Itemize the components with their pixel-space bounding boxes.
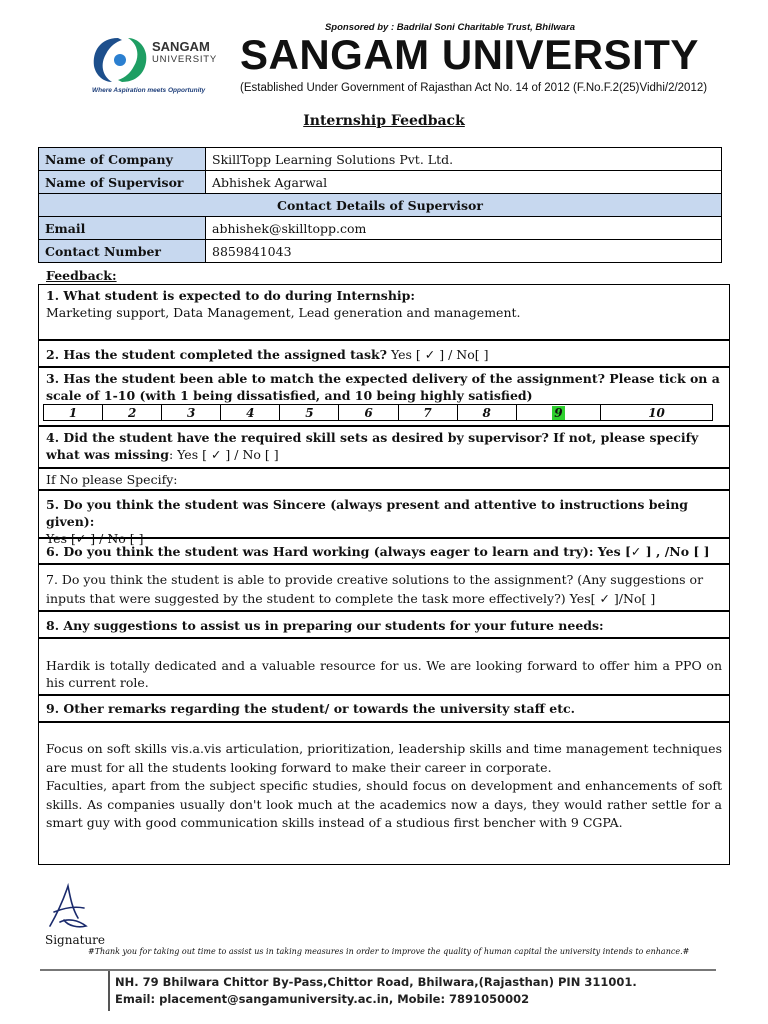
question-1-box: [38, 284, 730, 340]
footer-vertical-bar: [108, 971, 110, 1011]
answer-8-box: [38, 638, 730, 695]
check-icon: ✓: [630, 544, 642, 559]
supervisor-label: Name of Supervisor: [39, 171, 206, 194]
logo-tagline: Where Aspiration meets Opportunity: [92, 87, 206, 94]
scale-cell: 4: [221, 405, 280, 421]
question-8-box: [38, 611, 730, 638]
scale-cell: 7: [398, 405, 457, 421]
check-icon: ✓: [424, 347, 436, 362]
question-4-specify-box: [38, 468, 730, 490]
question-2: 2. Has the student completed the assigned task?: [46, 347, 387, 362]
phone-value: 8859841043: [206, 240, 722, 263]
email-label: Email: [39, 217, 206, 240]
question-5: 5. Do you think the student was Sincere (always present and attentive to instructions being given):: [46, 497, 689, 529]
thank-you-note: #Thank you for taking out time to assist us in taking measures in order to improve the quality of human capital the university intends to enhance.#: [88, 947, 690, 956]
signature-label: Signature: [45, 933, 106, 947]
scale-cell: 1: [44, 405, 103, 421]
footer-email-mobile: Email: placement@sangamuniversity.ac.in, Mobile: 7891050002: [115, 992, 530, 1006]
document-title: Internship Feedback: [303, 113, 465, 129]
feedback-label: Feedback:: [46, 268, 117, 283]
table-row: [39, 148, 722, 171]
question-4-box: [38, 426, 730, 468]
question-7: 7. Do you think the student is able to provide creative solutions to the assignment? (Any suggestions or inputs that were suggested by the student to complete the task more effectively?) Yes[: [46, 572, 704, 606]
check-icon: ✓: [210, 447, 222, 462]
answer-2-no: ] / No[ ]: [435, 347, 489, 362]
question-6: 6. Do you think the student was Hard working (always eager to learn and try): Yes [: [46, 544, 631, 559]
question-3: 3. Has the student been able to match the expected delivery of the assignment? Please tick on a scale of 1-10 (with 1 being dissatisfied, and 10 being highly satisfied): [46, 371, 720, 403]
answer-8: Hardik is totally dedicated and a valuable resource for us. We are looking forward to offer him a PPO on his current role.: [46, 658, 722, 690]
establishment-note: (Established Under Government of Rajasthan Act No. 14 of 2012 (F.No.F.2(25)Vidhi/2/2012): [240, 82, 708, 94]
company-value: SkillTopp Learning Solutions Pvt. Ltd.: [206, 148, 722, 171]
footer-address: NH. 79 Bhilwara Chittor By-Pass,Chittor Road, Bhilwara,(Rajasthan) PIN 311001.: [115, 975, 637, 989]
phone-label: Contact Number: [39, 240, 206, 263]
question-8: 8. Any suggestions to assist us in preparing our students for your future needs:: [46, 618, 604, 633]
scale-cell: 10: [601, 405, 713, 421]
table-row: [44, 405, 713, 421]
table-row: [39, 194, 722, 217]
table-row: [39, 217, 722, 240]
scale-cell: 6: [339, 405, 398, 421]
question-6-box: [38, 538, 730, 564]
question-4: 4. Did the student have the required skill sets as desired by supervisor? If not, please specify what was missing: [46, 430, 699, 462]
answer-7-no: ]/No[ ]: [609, 591, 656, 606]
check-icon: ✓: [75, 531, 87, 546]
scale-cell: 2: [103, 405, 162, 421]
answer-9-paragraph-2: Faculties, apart from the subject specific studies, should focus on development and enhancements of soft skills. As companies usually don't look much at the academics now a days, they would rather settle for a smart guy with good communication skills instead of a studious first bencher with 9 CGPA.: [46, 778, 722, 830]
contact-heading: Contact Details of Supervisor: [39, 194, 722, 217]
scale-cell-selected: [516, 405, 600, 421]
question-1: 1. What student is expected to do during Internship:: [46, 288, 416, 303]
supervisor-info-table: [38, 147, 722, 263]
logo-name: SANGAM: [152, 39, 210, 54]
scale-cell: 8: [457, 405, 516, 421]
logo-subtitle: UNIVERSITY: [152, 54, 218, 65]
answer-9-box: [38, 722, 730, 865]
rating-scale: [43, 404, 713, 421]
sponsor-line: Sponsored by : Badrilal Soni Charitable Trust, Bhilwara: [324, 22, 576, 33]
scale-cell: 3: [162, 405, 221, 421]
answer-6-no: ] , /No [ ]: [641, 544, 710, 559]
table-row: [39, 240, 722, 263]
answer-5-yes: Yes [: [46, 531, 76, 546]
question-2-box: [38, 340, 730, 367]
email-value: abhishek@skilltopp.com: [206, 217, 722, 240]
signature-icon: [44, 882, 92, 932]
selected-rating: 9: [554, 405, 563, 420]
footer-contact: [115, 974, 637, 1008]
check-icon: ✓: [599, 591, 610, 606]
question-9: 9. Other remarks regarding the student/ or towards the university staff etc.: [46, 701, 575, 716]
answer-1: Marketing support, Data Management, Lead generation and management.: [46, 305, 521, 320]
question-9-box: [38, 695, 730, 722]
table-row: [39, 171, 722, 194]
answer-4-no: ] / No [ ]: [221, 447, 279, 462]
footer-divider: [40, 969, 716, 971]
answer-9-paragraph-1: Focus on soft skills vis.a.vis articulation, prioritization, leadership skills and time management techniques are must for all the students looking forward to make their career in corporate.: [46, 741, 722, 775]
supervisor-value: Abhishek Agarwal: [206, 171, 722, 194]
university-title: SANGAM UNIVERSITY: [240, 31, 699, 78]
scale-cell: 5: [280, 405, 339, 421]
company-label: Name of Company: [39, 148, 206, 171]
answer-5-no: ] / No [ ]: [86, 531, 144, 546]
question-4-specify: If No please Specify:: [46, 472, 178, 487]
question-7-box: [38, 564, 730, 611]
question-5-box: [38, 490, 730, 546]
answer-2-yes: Yes [: [390, 347, 425, 362]
answer-4-yes: : Yes [: [168, 447, 211, 462]
